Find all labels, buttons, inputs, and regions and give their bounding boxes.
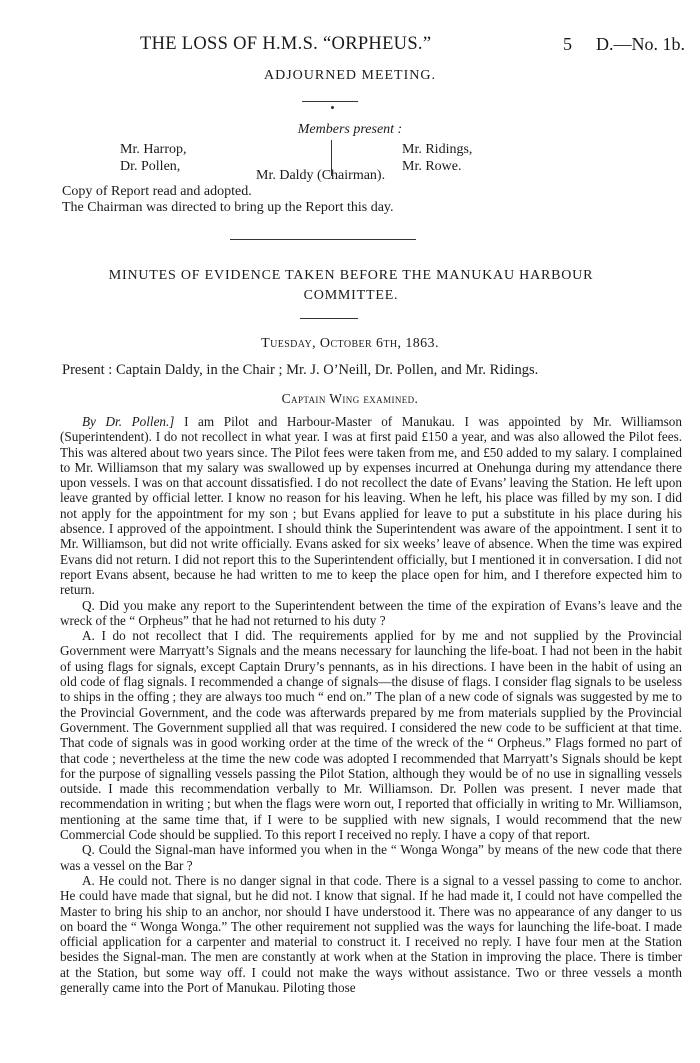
members-right-column (402, 141, 472, 175)
divider-dot (331, 106, 334, 109)
evidence-body (60, 414, 682, 995)
minutes-note: Copy of Report read and adopted. (62, 184, 252, 199)
meeting-date: Tuesday, October 6th, 1863. (261, 336, 439, 351)
evidence-paragraph: Q. Did you make any report to the Superintendent between the time of the expiration of Evans’s leave and the wreck of the “ Orpheus” that he had not returned to his duty ? (60, 597, 682, 628)
minutes-title: MINUTES OF EVIDENCE TAKEN BEFORE THE MANUKAU HARBOUR COMMITTEE. (108, 268, 594, 303)
member-name: Mr. Harrop, (120, 142, 187, 157)
evidence-paragraph: A. He could not. There is no danger signal in that code. There is a signal to a vessel passing to come to anchor. He could have made that signal, but he did not. I know that signal. If he had made it, I could not have compelled the Master to bring his ship to an anchor, nor should I have understood it. There was no appearance of any danger to us on board the “ Wonga Wonga.” The other requirement not supplied was the ways for launching the life-boat. I made official application for a carpenter and material to construct it. I received no reply. I have four men at the Station besides the Signal-man. The men are constantly at work when at the Station in improving the place. There is timber at the Station, but some way off. I could not make the ways without assistance. Two or three vessels a month generally came into the Port of Manukau. Piloting those (60, 872, 682, 995)
short-divider (302, 101, 358, 102)
section-divider (230, 239, 416, 240)
evidence-paragraph: A. I do not recollect that I did. The requirements applied for by me and not supplied by the Provincial Government were Marryatt’s Signals and the means necessary for launching the life-boat. I had not been in the habit of using flags for signals, except Captain Drury’s pennants, as in his directions. I have been in the habit of using an old code of flag signals. I recommended a change of signals—the disuse of flags. I consider flag signals to be useless to ships in the offing ; they are always too much “ end on.” The plan of a new code of signals was suggested by me to the Provincial Government, and the code was afterwards prepared by me from materials supplied by the Provincial Government. The Government supplied all that was required. I considered the new code to be sufficient at that time. That code of signals was in good working order at the time of the wreck of the “ Orpheus.” Flags formed no part of that code ; nevertheless at the time the new code was adopted I recommended that Marryatt’s Signals should be kept for the purpose of signalling vessels passing the Pilot Station, although they would be of no use in signalling vessels outside. I made this recommendation verbally to Mr. Williamson. Dr. Pollen was present. I never made that recommendation in writing ; but when the flags were worn out, I reported that officially in writing to Mr. Williamson, mentioning at the same time that, if I were to be supplied with new signals, I would recommend that the new Commercial Code should be supplied. To this report I received no reply. I have a copy of that report. (60, 628, 682, 843)
members-present-label: Members present : (297, 122, 403, 137)
document-reference: D.—No. 1b. (596, 34, 685, 54)
evidence-paragraph: Q. Could the Signal-man have informed you when in the “ Wonga Wonga” by means of the new code that there was a vessel on the Bar ? (60, 842, 682, 873)
present-line: Present : Captain Daldy, in the Chair ; Mr. J. O’Neill, Dr. Pollen, and Mr. Ridings. (62, 362, 539, 378)
members-left-column (120, 141, 187, 175)
member-name: Mr. Ridings, (402, 142, 473, 157)
evidence-paragraph: By Dr. Pollen.] I am Pilot and Harbour-Master of Manukau. I was appointed by Mr. Williamson (Superintendent). I do not recollect in what year. I was at first paid £150 a year, and was also allowed the Pilot fees. This was altered about two years since. The Pilot fees were taken from me, and £50 added to my salary. I complained to Mr. Williamson that my salary was swallowed up by expenses incurred at Onehunga during my attendance there upon vessels. I was on that account dissatisfied. I do not recollect the date of Evans’ leaving the Station. He left upon leave granted by official letter. I know no reason for his leaving. When he left, his place was filled by my son. I did not apply for the appointment for my son ; but Evans applied for leave to put a substitute in his place during his absence. I approved of the appointment. I should think the Superintendent was aware of the appointment. I sent it to Mr. Williamson, but did not write officially. Evans asked for six weeks’ leave of absence. When the time was expired Evans did not return. I did not report this to the Superintendent officially, but I mentioned it in conversation. I did not report Evans absent, because he had written to me to keep the place open for him, and I therefore expected him to return. (60, 414, 682, 598)
adjourned-meeting-heading: ADJOURNED MEETING. (264, 68, 436, 83)
witness-line: Captain Wing examined. (281, 391, 419, 406)
running-title: THE LOSS OF H.M.S. “ORPHEUS.” (140, 34, 432, 54)
speaker-label: By Dr. Pollen.] (82, 414, 175, 429)
member-name: Dr. Pollen, (120, 159, 181, 174)
page-number: 5 (563, 34, 572, 54)
chairman-line: Mr. Daldy (Chairman). (256, 168, 386, 183)
short-divider (300, 318, 358, 319)
minutes-note: The Chairman was directed to bring up the Report this day. (62, 200, 394, 215)
member-name: Mr. Rowe. (402, 159, 462, 174)
